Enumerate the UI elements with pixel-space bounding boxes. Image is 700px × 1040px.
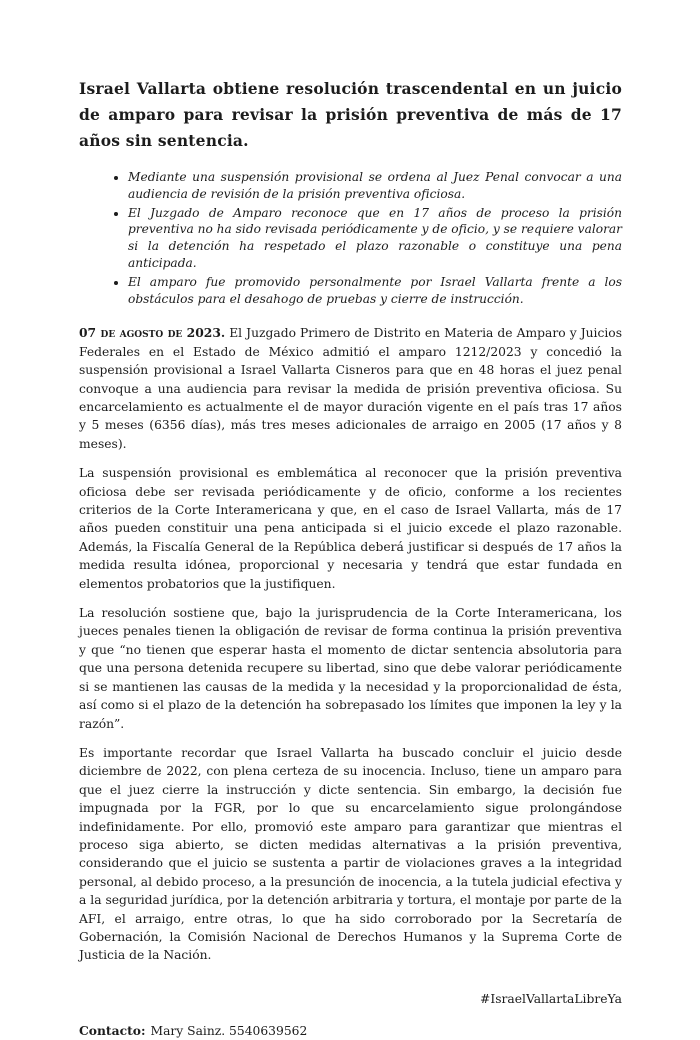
hashtag: #IsraelVallartaLibreYa (480, 991, 622, 1006)
paragraph-suspension: La suspensión provisional es emblemática al reconocer que la prisión preventiva oficiosa debe ser revisada periódicamente y de oficio, conforme a los recientes criterios de la Corte Interamericana y que, en el caso de Israel Vallarta, más de 17 años pueden constituir una pena anticipada si el juicio excede el plazo razonable. Además, la Fiscalía General de la República deberá justificar si después de 17 años la medida resulta idónea, proporcional y necesaria y tendrá que estar fundada en elementos probatorios que la justifiquen. (79, 466, 622, 591)
page-title: Israel Vallarta obtiene resolución trascendental en un juicio de amparo para revisar la prisión preventiva de más de 17 años sin sentencia. (79, 79, 622, 150)
list-item: • Mediante una suspensión provisional se ordena al Juez Penal convocar a una audiencia de revisión de la prisión preventiva oficiosa. (128, 169, 622, 203)
list-item: • El Juzgado de Amparo reconoce que en 17 años de proceso la prisión preventiva no ha sido revisada periódicamente y de oficio, y se requiere valorar si la detención ha respetado el plazo razonable o constituye una pena anticipada. (128, 205, 622, 272)
paragraph-contexto: Es importante recordar que Israel Vallarta ha buscado concluir el juicio desde diciembre de 2022, con plena certeza de su inocencia. Incluso, tiene un amparo para que el juez cierre la instrucción y dicte sentencia. Sin embargo, la decisión fue impugnada por la FGR, por lo que su encarcelamiento sigue prolongándose indefinidamente. Por ello, promovió este amparo para garantizar que mientras el proceso siga abierto, se dicten medidas alternativas a la prisión preventiva, considerando que el juicio se sustenta a partir de violaciones graves a la integridad personal, al debido proceso, a la presunción de inocencia, a la tutela judicial efectiva y a la seguridad jurídica, por la detención arbitraria y tortura, el montaje por parte de la AFI, el arraigo, entre otras, lo que ha sido corroborado por la Secretaría de Gobernación, la Comisión Nacional de Derechos Humanos y la Suprema Corte de Justicia de la Nación. (79, 745, 622, 963)
contact-line (79, 1022, 622, 1040)
paragraph-dateline (79, 324, 622, 453)
dateline: 07 de agosto de 2023. (79, 325, 226, 341)
paragraph-text: El Juzgado Primero de Distrito en Materia de Amparo y Juicios Federales en el Estado de México admitió el amparo 1212/2023 y concedió la suspensión provisional a Israel Vallarta Cisneros para que en 48 horas el juez penal convoque a una audiencia para revisar la medida de prisión preventiva oficiosa. Su encarcelamiento es actualmente el de mayor duración vigente en el país tras 17 años y 5 meses (6356 días), más tres meses adicionales de arraigo en 2005 (17 años y 8 meses). (79, 326, 623, 451)
summary-bullet-list (79, 169, 622, 307)
contact-value: Mary Sainz. 5540639562 (150, 1023, 308, 1038)
contact-label: Contacto: (79, 1022, 146, 1038)
paragraph-resolucion: La resolución sostiene que, bajo la jurisprudencia de la Corte Interamericana, los jueces penales tienen la obligación de revisar de forma continua la prisión preventiva y que “no tienen que esperar hasta el momento de dictar sentencia absolutoria para que una persona detenida recupere su libertad, sino que debe valorar periódicamente si se mantienen las causas de la medida y la necesidad y la proporcionalidad de ésta, así como si el plazo de la detención ha sobrepasado los límites que imponen la ley y la razón”. (79, 606, 622, 731)
list-item: • El amparo fue promovido personalmente por Israel Vallarta frente a los obstáculos para el desahogo de pruebas y cierre de instrucción. (128, 274, 622, 308)
